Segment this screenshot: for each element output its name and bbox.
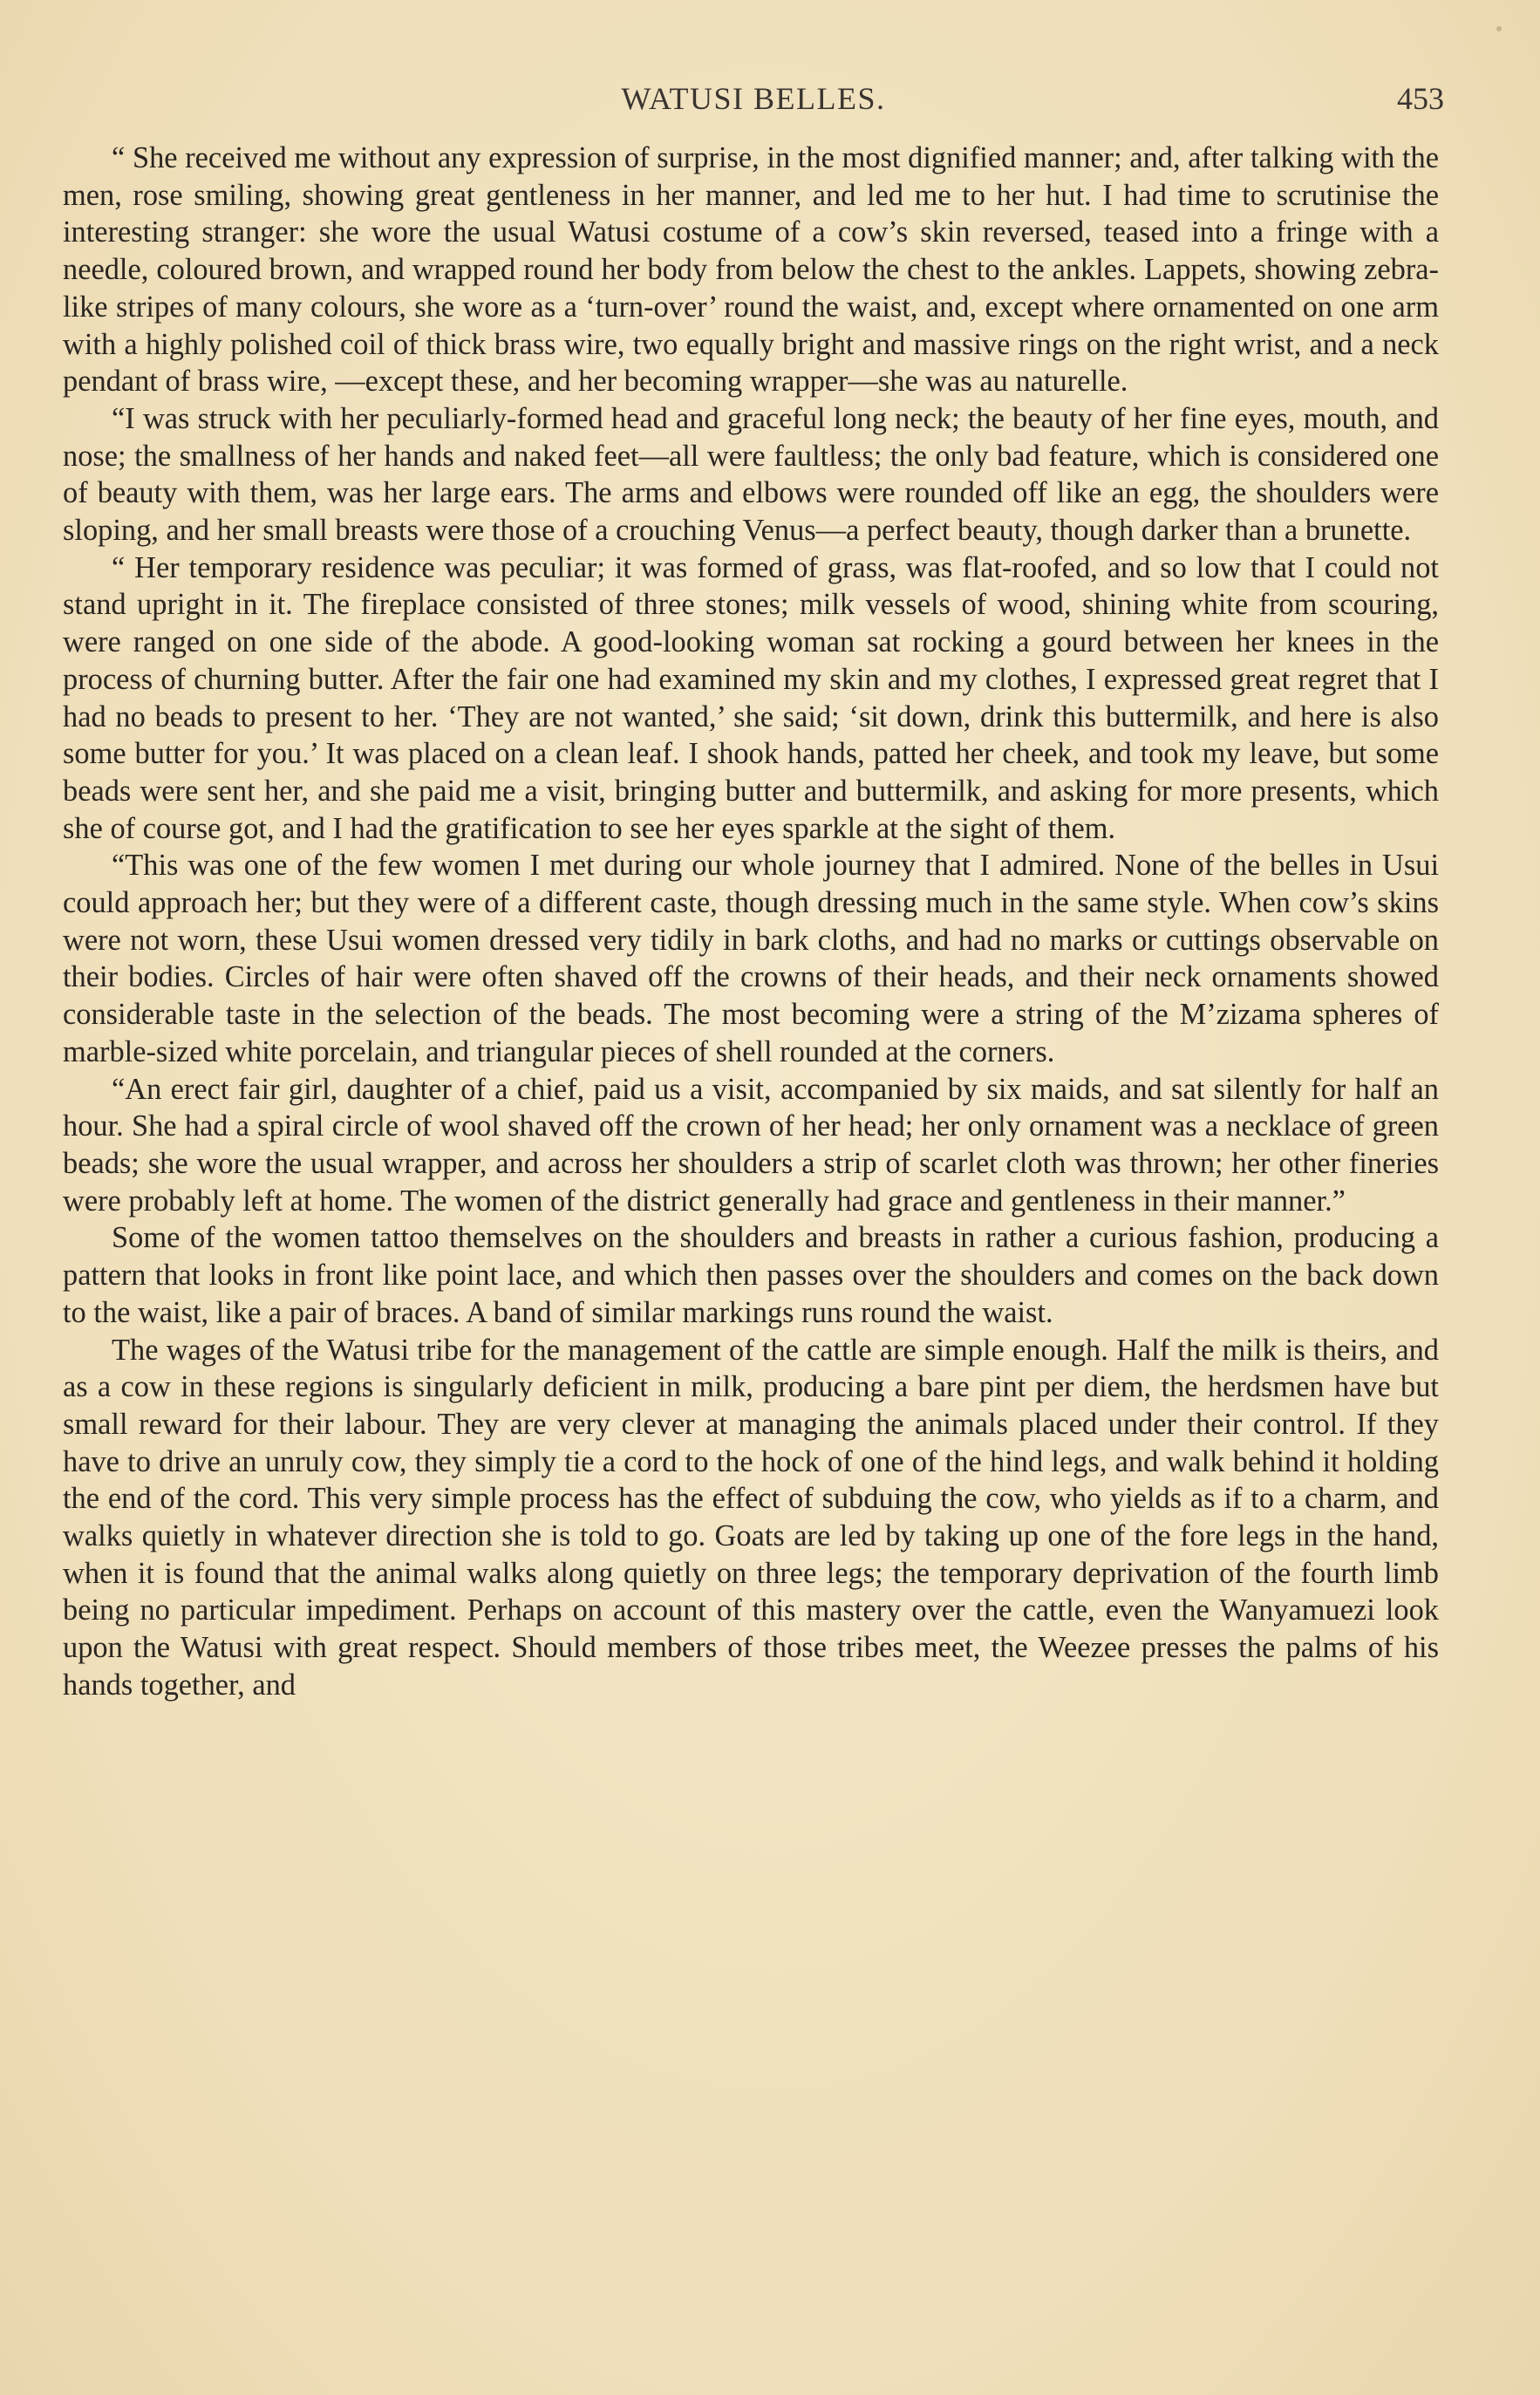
paragraph-6: Some of the women tattoo themselves on the shoulders and breasts in rather a curious fashion, producing a pattern that looks in front like point lace, and which then passes over the shoulders and comes on the back down to the waist, like a pair of braces. A band of similar markings runs round the waist. [63,1221,1439,1329]
paragraph-3: “ Her temporary residence was peculiar; it was formed of grass, was flat-roofed, and so low that I could not stand upright in it. The fireplace consisted of three stones; milk vessels of wood, shining white from scouring, were ranged on one side of the abode. A good-looking woman sat rocking a gourd between her knees in the process of churning butter. After the fair one had examined my skin and my clothes, I expressed great regret that I had no beads to present to her. ‘They are not wanted,’ she said; ‘sit down, drink this buttermilk, and here is also some butter for you.’ It was placed on a clean leaf. I shook hands, patted her cheek, and took my leave, but some beads were sent her, and she paid me a visit, bringing butter and buttermilk, and asking for more presents, which she of course got, and I had the gratification to see her eyes sparkle at the sight of them. [63,550,1439,845]
paragraph-1: “ She received me without any expression of surprise, in the most dignified manner; and, after talking with the men, rose smiling, showing great gentleness in her manner, and led me to her hut. I had time to scrutinise the interesting stranger: she wore the usual Watusi costume of a cow’s skin reversed, teased into a fringe with a needle, coloured brown, and wrapped round her body from below the chest to the ankles. Lappets, showing zebra-like stripes of many colours, she wore as a ‘turn-over’ round the waist, and, except where ornamented on one arm with a highly polished coil of thick brass wire, two equally bright and massive rings on the right wrist, and a neck pendant of brass wire, —except these, and her becoming wrapper—she was au naturelle. [63,141,1439,399]
paragraph-2: “I was struck with her peculiarly-formed head and graceful long neck; the beauty of her fine eyes, mouth, and nose; the smallness of her hands and naked feet—all were faultless; the only bad feature, which is considered one of beauty with them, was her large ears. The arms and elbows were rounded off like an egg, the shoulders were sloping, and her small breasts were those of a crouching Venus—a perfect beauty, though darker than a brunette. [63,401,1439,548]
paragraph-4: “This was one of the few women I met during our whole journey that I admired. None of the belles in Usui could approach her; but they were of a different caste, though dressing much in the same style. When cow’s skins were not worn, these Usui women dressed very tidily in bark cloths, and had no marks or cuttings observable on their bodies. Circles of hair were often shaved off the crowns of their heads, and their neck ornaments showed considerable taste in the selection of the beads. The most becoming were a string of the M’zizama spheres of marble-sized white porcelain, and triangular pieces of shell rounded at the corners. [63,849,1439,1068]
page-number: 453 [1397,81,1444,116]
page-header [63,80,1444,124]
paper-spot [1496,26,1502,31]
paragraph-7: The wages of the Watusi tribe for the management of the cattle are simple enough. Half the milk is theirs, and as a cow in these regions is singularly deficient in milk, producing a bare pint per diem, the herdsmen have but small reward for their labour. They are very clever at managing the animals placed under their control. If they have to drive an unruly cow, they simply tie a cord to the hock of one of the hind legs, and walk behind it holding the end of the cord. This very simple process has the effect of subduing the cow, who yields as if to a charm, and walks quietly in whatever direction she is told to go. Goats are led by taking up one of the fore legs in the hand, when it is found that the animal walks along quietly on three legs; the temporary deprivation of the fourth limb being no particular impediment. Perhaps on account of this mastery over the cattle, even the Wanyamuezi look upon the Watusi with great respect. Should members of those tribes meet, the Weezee presses the palms of his hands together, and [63,1333,1439,1702]
paragraph-5: “An erect fair girl, daughter of a chief, paid us a visit, accompanied by six maids, and sat silently for half an hour. She had a spiral circle of wool shaved off the crown of her head; her only ornament was a necklace of green beads; she wore the usual wrapper, and across her shoulders a strip of scarlet cloth was thrown; her other fineries were probably left at home. The women of the district generally had grace and gentleness in their manner.” [63,1072,1439,1218]
running-head: WATUSI BELLES. [621,81,886,116]
body-text [63,140,1439,1704]
